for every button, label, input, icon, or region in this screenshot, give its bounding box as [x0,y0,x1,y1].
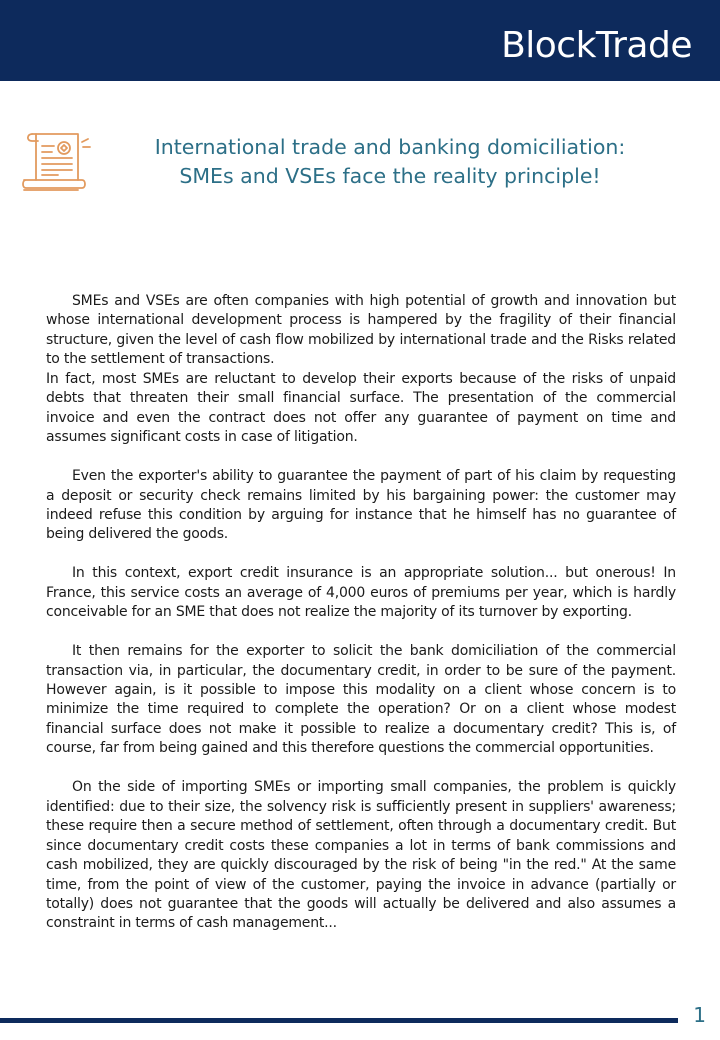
page-title [100,133,680,191]
title-line-1: International trade and banking domiciliation: [154,135,626,159]
header-bar [0,0,720,81]
page-number: 1 [693,1003,706,1027]
paragraph-3: In this context, export credit insurance is an appropriate solution... but onerous! In France, this service costs an average of 4,000 euros of premiums per year, which is hardly conceivable for an SME that does not realize the majority of its turnover by exporting. [46,565,676,621]
paragraph-2: Even the exporter's ability to guarantee the payment of part of his claim by requesting a deposit or security check remains limited by his bargaining power: the customer may indeed refuse this condition by arguing for instance that he himself has no guarantee of being delivered the goods. [46,468,676,543]
document-scroll-icon [18,128,96,194]
paragraph-4: It then remains for the exporter to solicit the bank domiciliation of the commercial transaction via, in particular, the documentary credit, in order to be sure of the payment. However again, is it possible to impose this modality on a client whose concern is to minimize the time required to complete the operation? Or on a client whose modest financial surface does not make it possible to realize a documentary credit? This is, of course, far from being gained and this therefore questions the commercial opportunities. [46,643,676,757]
article-body [46,292,676,953]
brand-logo-text: BlockTrade [501,25,692,66]
paragraph-1a: SMEs and VSEs are often companies with high potential of growth and innovation but whose international development process is hampered by the fragility of their financial structure, given the level of cash flow mobilized by international trade and the Risks related to the settlement of transactions. [46,293,676,368]
paragraph-5: On the side of importing SMEs or importing small companies, the problem is quickly identified: due to their size, the solvency risk is sufficiently present in suppliers' awareness; these require then a secure method of settlement, often through a documentary credit. But since documentary credit costs these companies a lot in terms of bank commissions and cash mobilized, they are quickly discouraged by the risk of being "in the red." At the same time, from the point of view of the customer, paying the invoice in advance (partially or totally) does not guarantee that the goods will actually be delivered and also assumes a constraint in terms of cash management... [46,779,676,932]
footer-bar [0,1018,678,1023]
title-line-2: SMEs and VSEs face the reality principle! [179,164,601,188]
paragraph-1b: In fact, most SMEs are reluctant to develop their exports because of the risks of unpaid debts that threaten their small financial surface. The presentation of the commercial invoice and even the contract does not offer any guarantee of payment on time and assumes significant costs in case of litigation. [46,370,676,446]
